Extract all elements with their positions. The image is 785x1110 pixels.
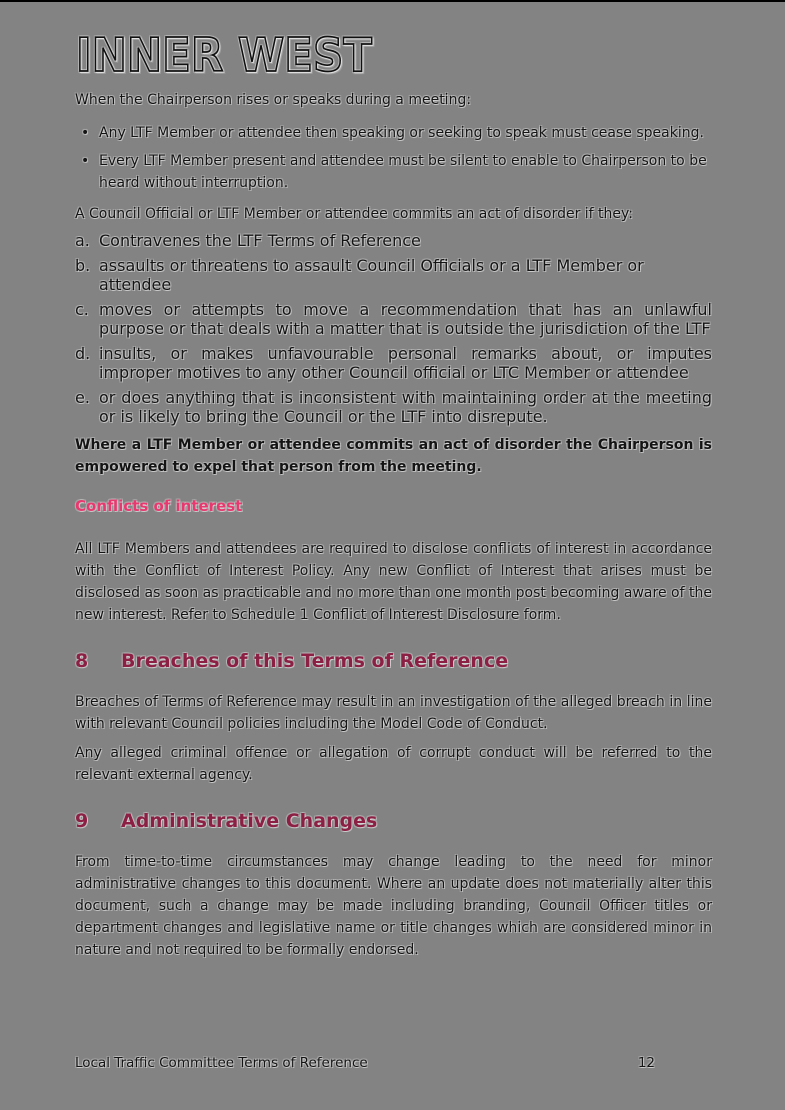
section-paragraph: From time-to-time circumstances may change leading to the need for minor administrative changes to this document. Where an update does not materially alter this document, such a change may be made including branding, Council Officer titles or department changes and legislative name or title changes which are considered minor in nature and not required to be formally endorsed.: [75, 854, 712, 958]
list-item-label: e.: [75, 388, 90, 407]
expel-note-paragraph: Where a LTF Member or attendee commits an act of disorder the Chairperson is empowered to expel that person from the meeting.: [75, 437, 712, 475]
list-item-label: c.: [75, 300, 89, 319]
inner-west-logo: [75, 32, 712, 76]
section-number: 9: [75, 810, 89, 832]
section-number: 8: [75, 650, 89, 672]
inner-west-logo-text: INNER WEST: [76, 32, 373, 78]
conflicts-of-interest-heading: Conflicts of interest: [75, 497, 243, 515]
page-footer: [75, 1054, 712, 1072]
list-item-text: or does anything that is inconsistent with maintaining order at the meeting or is likely to bring the Council or the LTF into disrepute.: [99, 388, 712, 426]
list-item-text: Contravenes the LTF Terms of Reference: [99, 231, 421, 250]
section-heading-breaches: [75, 648, 712, 675]
list-item: • Any LTF Member or attendee then speaking or seeking to speak must cease speaking.: [75, 122, 712, 144]
section-title: Breaches of this Terms of Reference: [121, 650, 509, 672]
list-item-label: b.: [75, 256, 91, 275]
list-item: [75, 231, 712, 250]
footer-page-number: 12: [637, 1055, 655, 1071]
list-item-label: d.: [75, 344, 91, 363]
list-item: [75, 388, 712, 426]
section-paragraph: Any alleged criminal offence or allegation of corrupt conduct will be referred to the relevant external agency.: [75, 745, 712, 783]
inner-west-logo-graphic: [75, 32, 375, 78]
list-item: [75, 300, 712, 338]
list-item-text: assaults or threatens to assault Council Officials or a LTF Member or attendee: [99, 256, 644, 294]
bullet-list: [75, 116, 712, 194]
section-paragraph: Breaches of Terms of Reference may result in an investigation of the alleged breach in line with relevant Council policies including the Model Code of Conduct.: [75, 694, 712, 732]
list-item-text: insults, or makes unfavourable personal remarks about, or imputes improper motives to any other Council official or LTC Member or attendee: [99, 344, 712, 382]
disorder-intro-paragraph: A Council Official or LTF Member or attendee commits an act of disorder if they:: [75, 206, 634, 222]
list-item: • Every LTF Member present and attendee must be silent to enable to Chairperson to be heard without interruption.: [75, 150, 712, 194]
list-item: [75, 256, 712, 294]
section-title: Administrative Changes: [121, 810, 378, 832]
list-item: [75, 344, 712, 382]
list-item-label: a.: [75, 231, 90, 250]
footer-document-title: Local Traffic Committee Terms of Reference: [75, 1055, 368, 1071]
list-item-text: moves or attempts to move a recommendation that has an unlawful purpose or that deals with a matter that is outside the jurisdiction of the LTF: [99, 300, 712, 338]
conflicts-paragraph: All LTF Members and attendees are required to disclose conflicts of interest in accordance with the Conflict of Interest Policy. Any new Conflict of Interest that arises must be disclosed as soon as practicable and no more than one month post becoming aware of the new interest. Refer to Schedule 1 Conflict of Interest Disclosure form.: [75, 541, 712, 623]
section-heading-administrative-changes: [75, 808, 712, 835]
document-page: [0, 2, 785, 1110]
intro-paragraph: When the Chairperson rises or speaks during a meeting:: [75, 92, 472, 108]
